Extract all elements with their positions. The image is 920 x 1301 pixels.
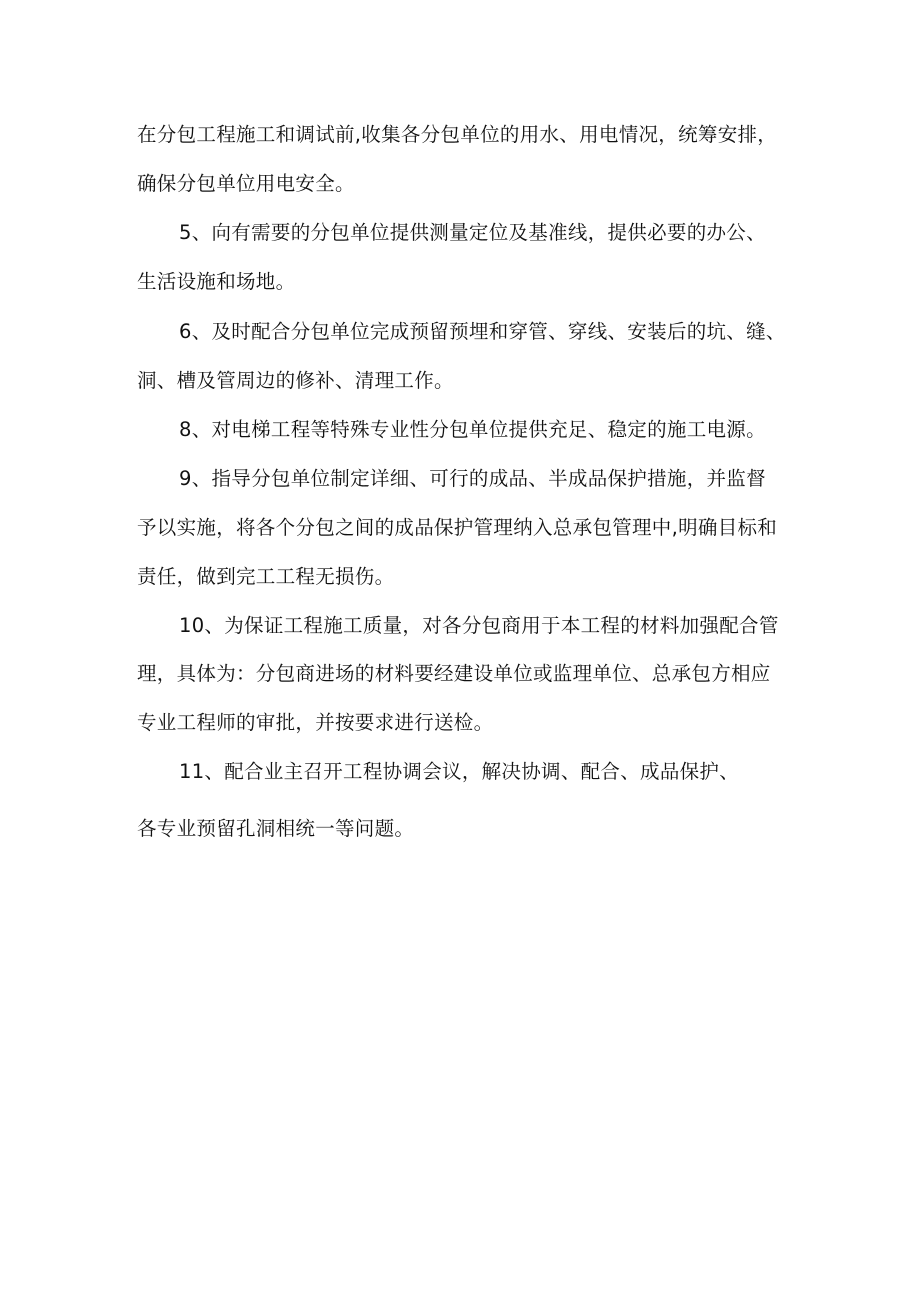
text-line: 11、配合业主召开工程协调会议，解决协调、配合、成品保护、	[179, 760, 740, 783]
text-line: 生活设施和场地。	[137, 270, 296, 293]
text-line: 责任，做到完工工程无损伤。	[137, 565, 395, 588]
text-line: 8、对电梯工程等特殊专业性分包单位提供充足、稳定的施工电源。	[179, 418, 766, 441]
text-line: 10、为保证工程施工质量，对各分包商用于本工程的材料加强配合管	[179, 614, 779, 637]
text-line: 确保分包单位用电安全。	[137, 172, 355, 195]
text-line: 予以实施，将各个分包之间的成品保护管理纳入总承包管理中,明确目标和	[137, 516, 778, 539]
text-line: 理，具体为：分包商进场的材料要经建设单位或监理单位、总承包方相应	[137, 662, 771, 685]
text-line: 洞、槽及管周边的修补、清理工作。	[137, 369, 454, 392]
text-line: 各专业预留孔洞相统一等问题。	[137, 817, 415, 840]
text-line: 6、及时配合分包单位完成预留预埋和穿管、穿线、安装后的坑、缝、	[179, 320, 786, 343]
text-line: 在分包工程施工和调试前,收集各分包单位的用水、用电情况，统筹安排，	[137, 123, 778, 146]
text-line: 9、指导分包单位制定详细、可行的成品、半成品保护措施，并监督	[179, 467, 766, 490]
text-line: 专业工程师的审批，并按要求进行送检。	[137, 711, 494, 734]
text-line: 5、向有需要的分包单位提供测量定位及基准线，提供必要的办公、	[179, 221, 766, 244]
